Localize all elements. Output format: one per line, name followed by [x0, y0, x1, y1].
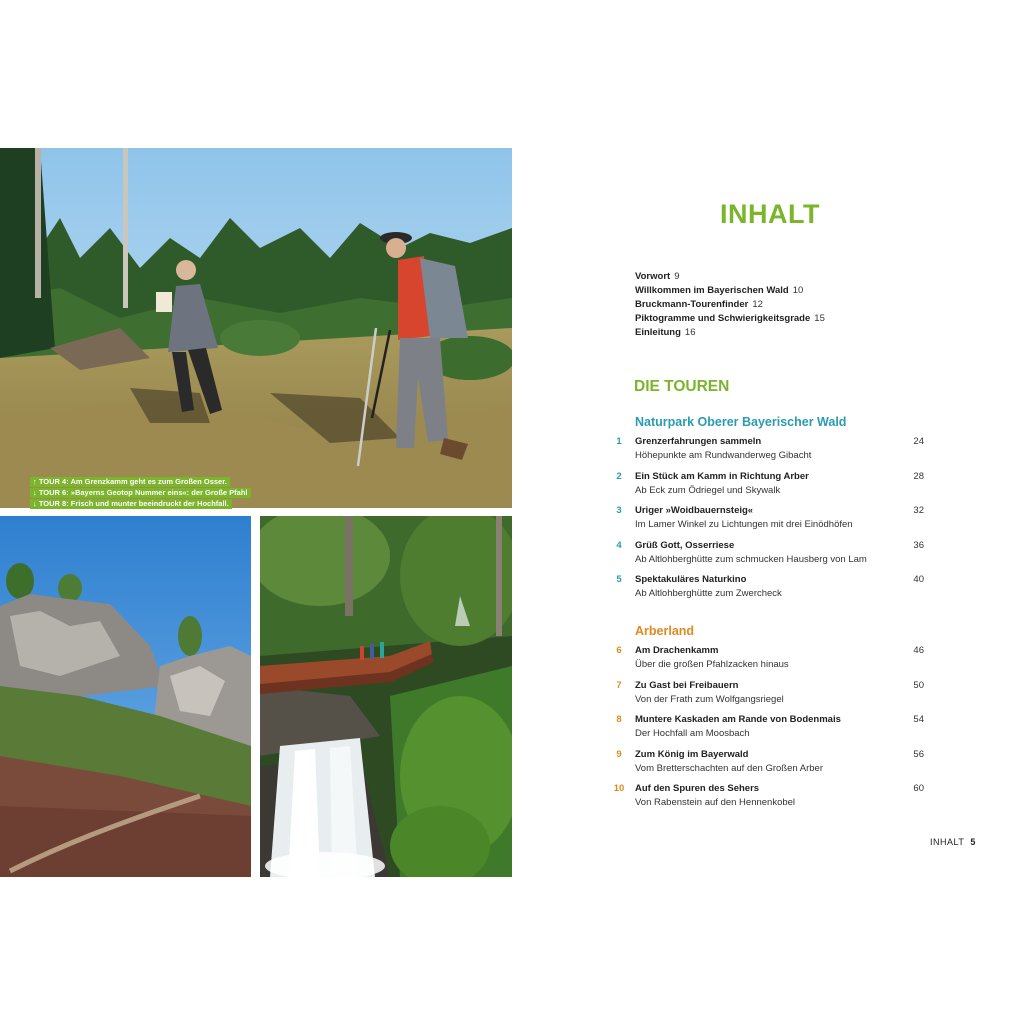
- tour-entry[interactable]: [612, 680, 924, 715]
- caption-line-tour-6: ↓ TOUR 6: »Bayerns Geotop Nummer eins«: der Große Pfahl: [30, 488, 251, 498]
- tour-subtitle: Ab Altlohberghütte zum schmucken Hausberg von Lam: [635, 553, 867, 565]
- tour-entry[interactable]: [612, 574, 924, 609]
- tour-subtitle: Über die großen Pfahlzacken hinaus: [635, 659, 789, 670]
- tour-page: 28: [913, 470, 924, 482]
- tour-subtitle: Im Lamer Winkel zu Lichtungen mit drei Einödhöfen: [635, 519, 853, 531]
- page-footer: [930, 837, 976, 847]
- tour-title: Grenzerfahrungen sammeln: [635, 436, 762, 447]
- tour-number: 7: [616, 679, 622, 691]
- toc-intro-item[interactable]: Piktogramme und Schwierigkeitsgrade 15: [635, 313, 825, 324]
- tour-page: 32: [913, 505, 924, 517]
- tour-subtitle: Vom Bretterschachten auf den Großen Arber: [635, 762, 823, 774]
- tour-entry[interactable]: [612, 714, 924, 749]
- footer-label: INHALT: [930, 837, 965, 847]
- toc-title: INHALT: [720, 199, 820, 229]
- tour-title: Auf den Spuren des Sehers: [635, 783, 760, 795]
- photo-caption: [30, 477, 251, 510]
- tour-subtitle: Ab Altlohberghütte zum Zwercheck: [635, 588, 782, 600]
- tour-number: 3: [616, 505, 622, 517]
- tour-page: 24: [913, 436, 924, 447]
- tour-title: Spektakuläres Naturkino: [635, 574, 747, 586]
- tour-entry[interactable]: [612, 540, 924, 575]
- tour-title: Ein Stück am Kamm in Richtung Arber: [635, 470, 809, 482]
- region-heading-arberland: Arberland: [635, 624, 695, 638]
- tour-subtitle: Höhepunkte am Rundwanderweg Gibacht: [635, 450, 812, 461]
- tours-heading: DIE TOUREN: [634, 378, 730, 395]
- tour-page: 56: [913, 748, 924, 760]
- tour-title: Muntere Kaskaden am Rande von Bodenmais: [635, 714, 841, 726]
- tour-subtitle: Der Hochfall am Moosbach: [635, 728, 750, 740]
- tour-entry[interactable]: [612, 471, 924, 506]
- tour-title: Grüß Gott, Osserriese: [635, 539, 735, 551]
- photo-waterfall: [260, 516, 512, 877]
- tour-number: 4: [616, 539, 622, 551]
- toc-intro-item[interactable]: Willkommen im Bayerischen Wald 10: [635, 285, 804, 296]
- tour-page: 54: [913, 714, 924, 726]
- tour-subtitle: Von Rabenstein auf den Hennenkobel: [635, 797, 796, 809]
- tour-number: 5: [616, 574, 622, 586]
- tour-entry[interactable]: [612, 749, 924, 784]
- tour-list-arberland: [612, 645, 924, 818]
- tour-number: 8: [616, 714, 622, 726]
- photo-rocks: [0, 516, 251, 877]
- caption-line-tour-8: ↓ TOUR 8: Frisch und munter beeindruckt der Hochfall.: [30, 499, 232, 509]
- toc-intro-list: [635, 270, 935, 340]
- tour-number: 1: [616, 436, 622, 447]
- toc-intro-item[interactable]: Vorwort 9: [635, 271, 680, 282]
- tour-page: 60: [913, 783, 924, 795]
- tour-title: Zum König im Bayerwald: [635, 748, 749, 760]
- tour-page: 36: [913, 539, 924, 551]
- tour-number: 9: [616, 748, 622, 760]
- tour-page: 46: [913, 645, 924, 656]
- tour-page: 50: [913, 679, 924, 691]
- region-heading-naturpark: Naturpark Oberer Bayerischer Wald: [635, 415, 847, 429]
- page-number: 5: [970, 837, 976, 847]
- toc-intro-item[interactable]: Einleitung 16: [635, 327, 696, 338]
- tour-title: Uriger »Woidbauernsteig«: [635, 505, 754, 517]
- tour-number: 6: [616, 645, 622, 656]
- tour-entry[interactable]: [612, 645, 924, 680]
- tour-number: 2: [616, 470, 622, 482]
- tour-subtitle: Von der Frath zum Wolfgangsriegel: [635, 693, 784, 705]
- tour-number: 10: [613, 783, 625, 795]
- caption-line-tour-4: ↑ TOUR 4: Am Grenzkamm geht es zum Großen Osser.: [30, 477, 230, 487]
- tour-list-naturpark: [612, 436, 924, 609]
- tour-entry[interactable]: [612, 436, 924, 471]
- tour-subtitle: Ab Eck zum Ödriegel und Skywalk: [635, 484, 781, 496]
- tour-page: 40: [913, 574, 924, 586]
- tour-title: Am Drachenkamm: [635, 645, 719, 656]
- tour-entry[interactable]: [612, 505, 924, 540]
- toc-intro-item[interactable]: Bruckmann-Tourenfinder 12: [635, 299, 763, 310]
- photo-hikers: [0, 148, 512, 508]
- tour-entry[interactable]: [612, 783, 924, 818]
- tour-title: Zu Gast bei Freibauern: [635, 679, 739, 691]
